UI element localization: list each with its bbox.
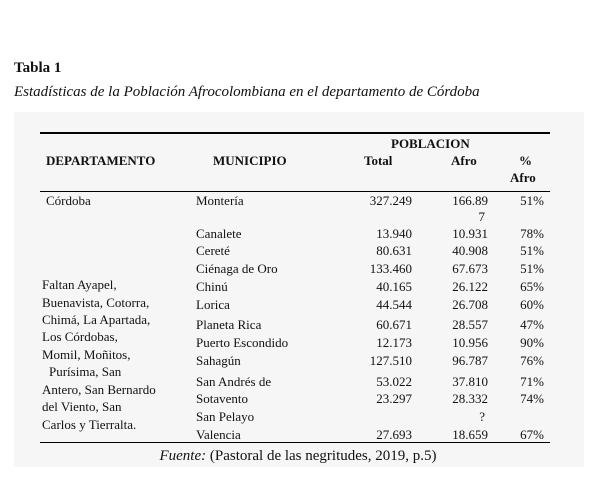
cell-pct: 51% bbox=[520, 193, 544, 208]
table-subtitle: Estadísticas de la Población Afrocolombiana en el departamento de Córdoba bbox=[14, 84, 480, 100]
table-top-rule bbox=[40, 132, 550, 134]
cell-municipio-wrap: Sotavento bbox=[196, 391, 248, 406]
cell-afro: 10.931 bbox=[452, 226, 488, 241]
table-header-rule bbox=[40, 191, 550, 192]
cell-municipio: Sahagún bbox=[196, 353, 241, 368]
cell-afro: 40.908 bbox=[452, 243, 488, 258]
cell-pct: 51% bbox=[520, 243, 544, 258]
header-poblacion: POBLACION bbox=[391, 136, 470, 151]
cell-pct: 51% bbox=[520, 261, 544, 276]
department-name: Córdoba bbox=[46, 193, 91, 208]
cell-total: 53.022 bbox=[376, 374, 412, 389]
header-pct-afro: Afro bbox=[510, 170, 536, 185]
cell-afro: 67.673 bbox=[452, 261, 488, 276]
header-afro: Afro bbox=[451, 153, 477, 168]
source-text: (Pastoral de las negritudes, 2019, p.5) bbox=[209, 448, 437, 464]
note-line: Carlos y Tierralta. bbox=[42, 417, 137, 432]
note-line: Antero, San Bernardo bbox=[42, 382, 156, 397]
cell-total: 127.510 bbox=[369, 353, 412, 368]
cell-total: 80.631 bbox=[376, 243, 412, 258]
cell-total: 13.940 bbox=[376, 226, 412, 241]
source-label: Fuente: bbox=[159, 448, 207, 464]
cell-total: 40.165 bbox=[376, 279, 412, 294]
note-line: Buenavista, Cotorra, bbox=[42, 295, 150, 310]
cell-municipio: Cereté bbox=[196, 243, 230, 258]
cell-municipio: Canalete bbox=[196, 226, 242, 241]
cell-afro: 166.89 bbox=[452, 193, 488, 208]
note-line: Purísima, San bbox=[49, 364, 122, 379]
cell-municipio: Lorica bbox=[196, 297, 230, 312]
cell-municipio: Puerto Escondido bbox=[196, 335, 289, 350]
cell-pct: 74% bbox=[520, 391, 544, 406]
table-source bbox=[0, 448, 596, 465]
cell-pct: 71% bbox=[520, 374, 544, 389]
cell-municipio: San Pelayo bbox=[196, 409, 255, 424]
cell-pct: 78% bbox=[520, 226, 544, 241]
cell-total: 12.173 bbox=[376, 335, 412, 350]
header-pct: % bbox=[519, 153, 532, 168]
cell-municipio: Montería bbox=[196, 193, 244, 208]
note-line: Los Córdobas, bbox=[42, 329, 118, 344]
header-departamento: DEPARTAMENTO bbox=[46, 153, 156, 168]
header-municipio: MUNICIPIO bbox=[213, 153, 287, 168]
cell-pct: 65% bbox=[520, 279, 544, 294]
note-line: Faltan Ayapel, bbox=[42, 277, 117, 292]
cell-total: 133.460 bbox=[369, 261, 412, 276]
cell-municipio: Planeta Rica bbox=[196, 317, 262, 332]
cell-afro: 26.708 bbox=[452, 297, 488, 312]
cell-afro-wrap: 7 bbox=[478, 209, 485, 224]
cell-total: 44.544 bbox=[376, 297, 412, 312]
cell-afro: 37.810 bbox=[452, 374, 488, 389]
note-line: Momil, Moñitos, bbox=[42, 347, 131, 362]
cell-afro: 26.122 bbox=[452, 279, 488, 294]
table-title: Tabla 1 bbox=[14, 60, 62, 76]
note-line: Chimá, La Apartada, bbox=[42, 312, 151, 327]
note-line: del Viento, San bbox=[42, 399, 122, 414]
cell-pct: 67% bbox=[520, 427, 544, 442]
cell-pct: 90% bbox=[520, 335, 544, 350]
cell-pct: 60% bbox=[520, 297, 544, 312]
cell-municipio: Valencia bbox=[196, 427, 241, 442]
cell-municipio: Ciénaga de Oro bbox=[196, 261, 278, 276]
cell-afro: ? bbox=[479, 409, 485, 424]
cell-afro: 28.332 bbox=[452, 391, 488, 406]
header-total: Total bbox=[364, 153, 393, 168]
cell-total: 27.693 bbox=[376, 427, 412, 442]
cell-municipio: Chinú bbox=[196, 279, 228, 294]
table-bottom-rule bbox=[40, 442, 550, 443]
cell-afro: 28.557 bbox=[452, 317, 488, 332]
cell-pct: 47% bbox=[520, 317, 544, 332]
cell-afro: 96.787 bbox=[452, 353, 488, 368]
cell-municipio: San Andrés de bbox=[196, 374, 272, 389]
cell-afro: 10.956 bbox=[452, 335, 488, 350]
cell-total: 23.297 bbox=[376, 391, 412, 406]
cell-pct: 76% bbox=[520, 353, 544, 368]
cell-total: 327.249 bbox=[369, 193, 412, 208]
cell-afro: 18.659 bbox=[452, 427, 488, 442]
cell-total: 60.671 bbox=[376, 317, 412, 332]
